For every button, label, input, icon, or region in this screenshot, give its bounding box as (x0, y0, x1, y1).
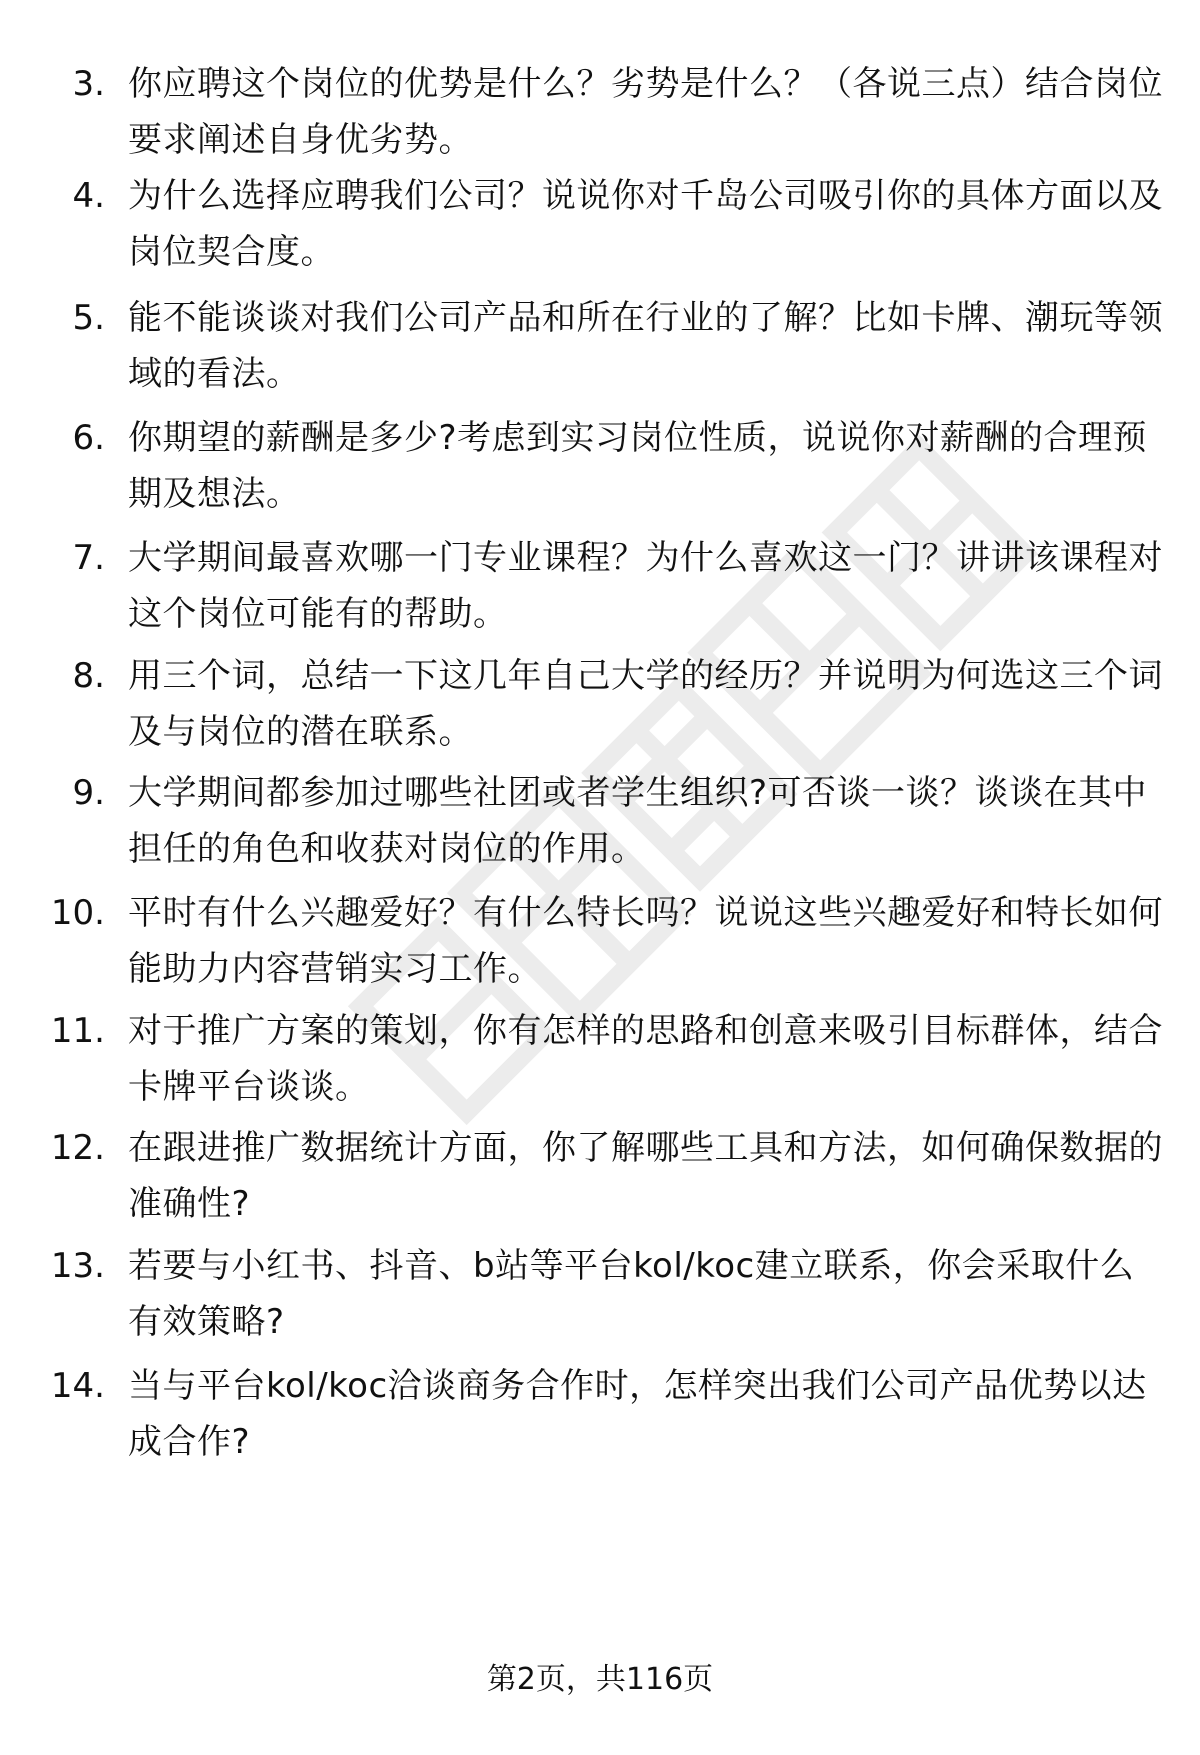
question-number: 3. (72, 64, 105, 104)
question-number: 10. (50, 893, 105, 933)
question-number: 8. (72, 656, 105, 696)
list-item (0, 410, 1200, 520)
page-footer (0, 1660, 1200, 1700)
list-item (0, 1358, 1200, 1468)
list-item (0, 1120, 1200, 1230)
question-text: 当与平台kol/koc洽谈商务合作时，怎样突出我们公司产品优势以达成合作? (128, 1366, 1147, 1462)
question-text: 为什么选择应聘我们公司？说说你对千岛公司吸引你的具体方面以及岗位契合度。 (128, 176, 1163, 272)
question-text: 用三个词，总结一下这几年自己大学的经历？并说明为何选这三个词及与岗位的潜在联系。 (128, 656, 1163, 752)
question-number: 6. (72, 418, 105, 458)
question-number: 9. (72, 773, 105, 813)
list-item (0, 1003, 1200, 1113)
question-text: 对于推广方案的策划，你有怎样的思路和创意来吸引目标群体，结合卡牌平台谈谈。 (128, 1011, 1163, 1107)
question-text: 在跟进推广数据统计方面，你了解哪些工具和方法，如何确保数据的准确性? (128, 1128, 1163, 1224)
question-number: 11. (50, 1011, 105, 1051)
question-text: 你应聘这个岗位的优势是什么？劣势是什么？（各说三点）结合岗位要求阐述自身优劣势。 (128, 64, 1163, 160)
question-text: 大学期间都参加过哪些社团或者学生组织?可否谈一谈？谈谈在其中担任的角色和收获对岗位的作用。 (128, 773, 1148, 869)
question-number: 7. (72, 538, 105, 578)
page-number-label: 第2页，共116页 (486, 1662, 714, 1697)
question-text: 你期望的薪酬是多少?考虑到实习岗位性质，说说你对薪酬的合理预期及想法。 (128, 418, 1148, 514)
list-item (0, 530, 1200, 640)
question-text: 能不能谈谈对我们公司产品和所在行业的了解？比如卡牌、潮玩等领域的看法。 (128, 298, 1163, 394)
list-item (0, 290, 1200, 400)
question-text: 平时有什么兴趣爱好？有什么特长吗？说说这些兴趣爱好和特长如何能助力内容营销实习工作。 (128, 893, 1163, 989)
list-item (0, 765, 1200, 875)
list-item (0, 168, 1200, 278)
list-item (0, 885, 1200, 995)
list-item (0, 1238, 1200, 1348)
question-number: 12. (50, 1128, 105, 1168)
list-item (0, 56, 1200, 166)
question-number: 14. (50, 1366, 105, 1406)
question-text: 若要与小红书、抖音、b站等平台kol/koc建立联系，你会采取什么有效策略? (128, 1246, 1135, 1342)
list-item (0, 648, 1200, 758)
question-number: 13. (50, 1246, 105, 1286)
question-text: 大学期间最喜欢哪一门专业课程？为什么喜欢这一门？讲讲该课程对这个岗位可能有的帮助。 (128, 538, 1163, 634)
question-number: 5. (72, 298, 105, 338)
question-number: 4. (72, 176, 105, 216)
